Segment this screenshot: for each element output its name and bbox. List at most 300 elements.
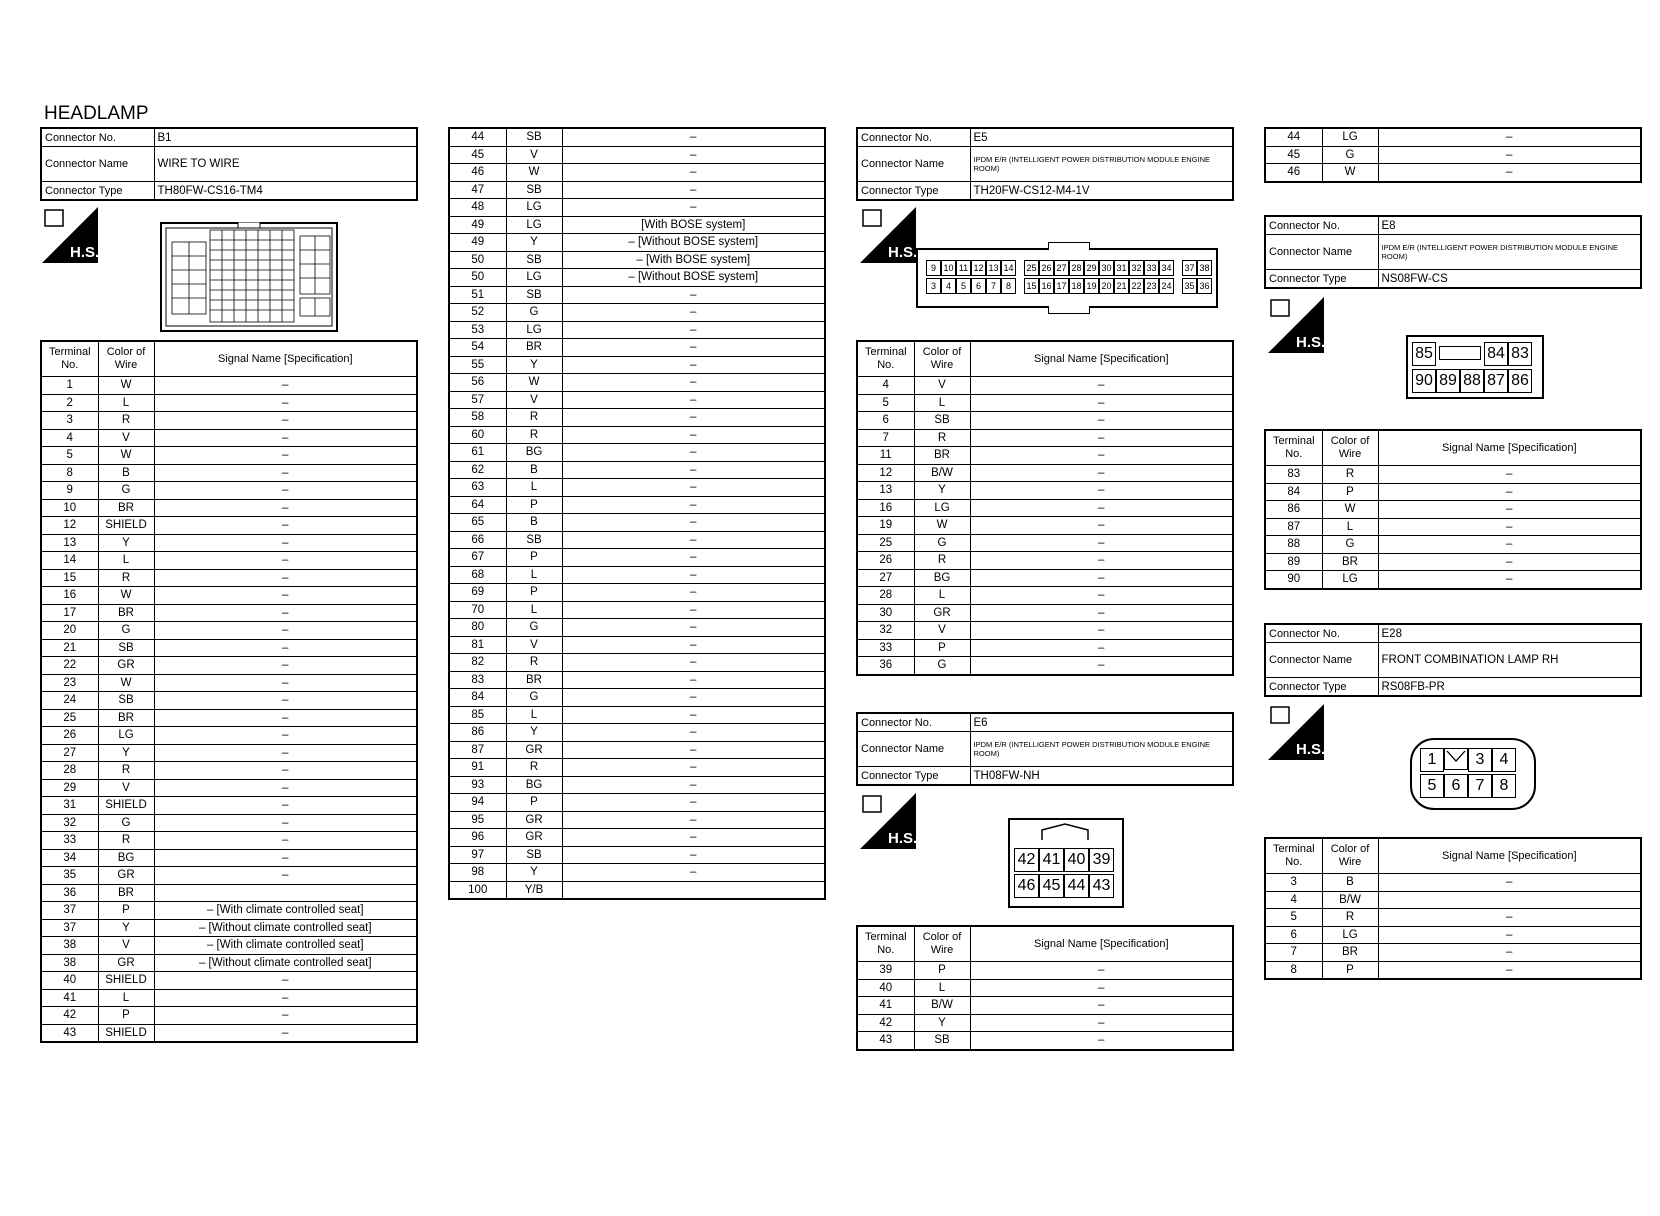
connector-pin: 10 [941,260,956,276]
connector-pin: 39 [1089,848,1114,872]
color-cell: Y [506,234,562,252]
terminal-cell: 85 [449,706,506,724]
terminal-cell: 31 [41,797,98,815]
terminal-cell: 95 [449,811,506,829]
b1-no: B1 [154,128,417,147]
terminal-cell: 26 [41,727,98,745]
color-cell: BR [98,884,154,902]
color-cell: L [506,601,562,619]
color-cell: L [914,587,970,605]
color-cell: G [1322,146,1378,164]
connector-pin: 88 [1460,369,1484,393]
label-connector-name: Connector Name [1265,235,1378,270]
label-connector-type: Connector Type [1265,270,1378,289]
color-cell: W [914,517,970,535]
color-cell: L [914,394,970,412]
signal-cell: – [154,464,417,482]
connector-pin: 28 [1069,260,1084,276]
color-cell: GR [98,867,154,885]
table-row [449,601,825,619]
connector-pin: 42 [1014,848,1039,872]
color-cell: BR [506,671,562,689]
signal-cell [562,881,825,899]
connector-pin: 7 [986,278,1001,294]
color-cell: R [506,654,562,672]
terminal-cell: 65 [449,514,506,532]
signal-cell: – [970,979,1233,997]
terminal-cell: 27 [41,744,98,762]
signal-cell: – [562,794,825,812]
terminal-cell: 84 [449,689,506,707]
terminal-cell: 39 [857,962,914,980]
header-terminal-no: Terminal No. [1265,838,1322,874]
b1-type: TH80FW-CS16-TM4 [154,182,417,201]
terminal-cell: 8 [41,464,98,482]
connector-pin: 19 [1084,278,1099,294]
signal-cell: – [970,604,1233,622]
color-cell: SHIELD [98,1024,154,1042]
table-row [857,552,1233,570]
table-row [449,146,825,164]
terminal-cell: 13 [41,534,98,552]
svg-text:H.S.: H.S. [888,830,916,847]
color-cell: R [1322,909,1378,927]
signal-cell: – [970,622,1233,640]
label-connector-type: Connector Type [41,182,154,201]
color-cell: W [98,674,154,692]
signal-cell: – [154,377,417,395]
e5-connector-diagram [916,248,1218,308]
signal-cell: – [562,584,825,602]
color-cell: G [98,622,154,640]
signal-cell: – [562,479,825,497]
connector-pin: 22 [1129,278,1144,294]
b1-name: WIRE TO WIRE [154,147,417,182]
connector-pin: 46 [1014,874,1039,898]
color-cell: SB [98,639,154,657]
signal-cell: [With BOSE system] [562,216,825,234]
signal-cell: – [970,587,1233,605]
color-cell: G [914,534,970,552]
signal-cell: – [154,622,417,640]
table-row [41,657,417,675]
connector-pin: 4 [941,278,956,294]
terminal-cell: 43 [857,1032,914,1050]
signal-cell: – [562,829,825,847]
terminal-cell: 24 [41,692,98,710]
table-row [857,622,1233,640]
table-row [41,639,417,657]
signal-cell: – [562,864,825,882]
connector-pin: 18 [1069,278,1084,294]
table-row [449,304,825,322]
signal-cell: – [1378,501,1641,519]
signal-cell: – [970,394,1233,412]
e8-name: IPDM E/R (INTELLIGENT POWER DISTRIBUTION MODULE ENGINE ROOM) [1378,235,1641,270]
signal-cell: – [154,429,417,447]
connector-pin: 20 [1099,278,1114,294]
color-cell: GR [506,829,562,847]
terminal-cell: 35 [41,867,98,885]
table-row [449,461,825,479]
color-cell: W [98,587,154,605]
terminal-cell: 8 [1265,961,1322,979]
table-row [1265,518,1641,536]
terminal-cell: 66 [449,531,506,549]
table-row [857,499,1233,517]
signal-cell: – [1378,909,1641,927]
terminal-cell: 34 [41,849,98,867]
e8-no: E8 [1378,216,1641,235]
signal-cell [154,884,417,902]
signal-cell: – [154,534,417,552]
color-cell: W [98,377,154,395]
signal-cell: – [154,762,417,780]
table-row [857,447,1233,465]
table-row [449,199,825,217]
signal-cell: – [562,759,825,777]
signal-cell: – [154,587,417,605]
connector-pin: 13 [986,260,1001,276]
terminal-cell: 32 [857,622,914,640]
signal-cell: – [154,517,417,535]
connector-pin: 89 [1436,369,1460,393]
connector-pin: 35 [1182,278,1197,294]
table-row [41,534,417,552]
harness-side-icon [860,207,916,263]
terminal-cell: 33 [41,832,98,850]
color-cell: G [1322,536,1378,554]
terminal-cell: 83 [449,671,506,689]
connector-pin: 34 [1159,260,1174,276]
table-row [1265,961,1641,979]
e28-pin: 4 [1492,748,1516,772]
label-connector-no: Connector No. [857,713,970,732]
signal-cell: – [562,601,825,619]
color-cell: P [98,902,154,920]
terminal-cell: 16 [857,499,914,517]
color-cell: Y [506,864,562,882]
table-row [41,902,417,920]
signal-cell: – [154,727,417,745]
e5-no: E5 [970,128,1233,147]
header-color-of-wire: Color of Wire [98,341,154,377]
signal-cell: – [970,657,1233,675]
table-row [449,181,825,199]
label-connector-no: Connector No. [1265,216,1378,235]
connector-pin: 30 [1099,260,1114,276]
table-row [449,531,825,549]
color-cell: Y [914,1014,970,1032]
color-cell: L [98,552,154,570]
table-row [449,321,825,339]
table-row [857,604,1233,622]
signal-cell: – [Without climate controlled seat] [154,954,417,972]
e6-type: TH08FW-NH [970,767,1233,786]
connector-pin: 5 [1420,774,1444,798]
table-row [449,566,825,584]
terminal-cell: 21 [41,639,98,657]
color-cell: SHIELD [98,517,154,535]
signal-cell: – [154,569,417,587]
signal-cell: – [562,811,825,829]
label-connector-name: Connector Name [1265,643,1378,678]
harness-side-icon [860,793,916,849]
e6-name: IPDM E/R (INTELLIGENT POWER DISTRIBUTION MODULE ENGINE ROOM) [970,732,1233,767]
table-row [41,972,417,990]
terminal-cell: 4 [857,377,914,395]
color-cell: P [506,496,562,514]
page-title: HEADLAMP [44,103,149,124]
terminal-cell: 44 [1265,128,1322,146]
terminal-cell: 23 [41,674,98,692]
signal-cell: – [With BOSE system] [562,251,825,269]
color-cell: BR [98,604,154,622]
label-connector-name: Connector Name [857,732,970,767]
color-cell: BG [914,569,970,587]
signal-cell: – [562,706,825,724]
signal-cell: – [1378,571,1641,589]
terminal-cell: 11 [857,447,914,465]
table-row [41,569,417,587]
color-cell: G [506,619,562,637]
color-cell: BR [1322,553,1378,571]
signal-cell: – [562,776,825,794]
terminal-cell: 12 [41,517,98,535]
terminal-cell: 15 [41,569,98,587]
terminal-cell: 68 [449,566,506,584]
color-cell: LG [506,321,562,339]
color-cell: BR [98,499,154,517]
table-row [857,639,1233,657]
table-row [1265,164,1641,182]
table-row [41,552,417,570]
signal-cell: – [562,356,825,374]
signal-cell: – [970,412,1233,430]
table-row [41,762,417,780]
table-row [41,604,417,622]
terminal-cell: 6 [1265,926,1322,944]
table-row [449,286,825,304]
signal-cell: – [562,549,825,567]
signal-cell: – [1378,553,1641,571]
table-row [41,814,417,832]
e6-terminal-table-cont [1264,127,1642,183]
color-cell: V [98,937,154,955]
color-cell: L [1322,518,1378,536]
terminal-cell: 12 [857,464,914,482]
table-row [449,671,825,689]
color-cell: BR [1322,944,1378,962]
e28-pin: 3 [1468,748,1492,772]
terminal-cell: 13 [857,482,914,500]
color-cell: R [506,759,562,777]
color-cell: V [98,779,154,797]
table-row [857,517,1233,535]
color-cell: V [914,377,970,395]
table-row [1265,926,1641,944]
label-connector-type: Connector Type [1265,678,1378,697]
color-cell: V [506,636,562,654]
signal-cell: – [562,514,825,532]
table-row [449,776,825,794]
color-cell: R [98,762,154,780]
table-row [449,811,825,829]
terminal-cell: 70 [449,601,506,619]
header-color-of-wire: Color of Wire [1322,430,1378,466]
signal-cell: – [562,339,825,357]
terminal-cell: 48 [449,199,506,217]
signal-cell: – [562,128,825,146]
table-row [449,374,825,392]
table-row [449,759,825,777]
color-cell: BG [506,776,562,794]
color-cell: R [98,412,154,430]
label-connector-no: Connector No. [857,128,970,147]
b1-connector-diagram [160,222,338,337]
connector-pin: 12 [971,260,986,276]
terminal-cell: 86 [1265,501,1322,519]
signal-cell: – [154,832,417,850]
terminal-cell: 44 [449,128,506,146]
signal-cell: – [970,464,1233,482]
e8-pin: 84 [1484,342,1508,366]
color-cell: P [1322,961,1378,979]
terminal-cell: 58 [449,409,506,427]
color-cell: SHIELD [98,797,154,815]
terminal-cell: 47 [449,181,506,199]
table-row [41,692,417,710]
signal-cell: – [562,426,825,444]
table-row [41,517,417,535]
terminal-cell: 5 [1265,909,1322,927]
connector-pin: 43 [1089,874,1114,898]
terminal-cell: 60 [449,426,506,444]
table-row [449,391,825,409]
color-cell: Y/B [506,881,562,899]
harness-side-icon [42,207,98,263]
signal-cell: – [154,499,417,517]
connector-pin: 11 [956,260,971,276]
terminal-cell: 29 [41,779,98,797]
terminal-cell: 89 [1265,553,1322,571]
connector-pin: 86 [1508,369,1532,393]
table-row [449,619,825,637]
b1-terminal-table [40,340,418,1043]
connector-pin: 23 [1144,278,1159,294]
color-cell: SB [506,846,562,864]
e28-no: E28 [1378,624,1641,643]
color-cell: L [506,479,562,497]
svg-text:H.S.: H.S. [1296,334,1324,351]
table-row [41,447,417,465]
table-row [449,689,825,707]
label-connector-name: Connector Name [857,147,970,182]
signal-cell: – [1378,518,1641,536]
color-cell: BR [506,339,562,357]
color-cell: Y [98,534,154,552]
e28-terminal-table [1264,837,1642,980]
terminal-cell: 14 [41,552,98,570]
color-cell: P [98,1007,154,1025]
table-row [41,937,417,955]
signal-cell: – [562,846,825,864]
table-row [449,426,825,444]
color-cell: LG [914,499,970,517]
color-cell: LG [98,727,154,745]
color-cell: L [506,706,562,724]
table-row [857,962,1233,980]
e5-type: TH20FW-CS12-M4-1V [970,182,1233,201]
terminal-cell: 4 [41,429,98,447]
table-row [1265,501,1641,519]
table-row [41,954,417,972]
signal-cell: – [562,199,825,217]
terminal-cell: 9 [41,482,98,500]
header-terminal-no: Terminal No. [857,926,914,962]
signal-cell: – [562,391,825,409]
label-connector-no: Connector No. [41,128,154,147]
color-cell: W [98,447,154,465]
connector-pin: 36 [1197,278,1212,294]
e8-pin: 83 [1508,342,1532,366]
signal-cell: – [970,377,1233,395]
connector-pin: 38 [1197,260,1212,276]
color-cell: L [914,979,970,997]
b1-terminal-table-cont [448,127,826,900]
color-cell: B [506,514,562,532]
signal-cell: – [562,444,825,462]
signal-cell: – [562,689,825,707]
color-cell: G [506,689,562,707]
connector-pin: 90 [1412,369,1436,393]
signal-cell: – [970,482,1233,500]
table-row [1265,146,1641,164]
e5-name: IPDM E/R (INTELLIGENT POWER DISTRIBUTION MODULE ENGINE ROOM) [970,147,1233,182]
header-signal-name: Signal Name [Specification] [1378,430,1641,466]
e8-pin: 85 [1412,342,1436,366]
e6-no: E6 [970,713,1233,732]
signal-cell: – [562,741,825,759]
table-row [857,979,1233,997]
color-cell: LG [1322,128,1378,146]
signal-cell: – [1378,483,1641,501]
svg-text:H.S.: H.S. [70,244,98,261]
color-cell: L [506,566,562,584]
signal-cell: – [With climate controlled seat] [154,937,417,955]
color-cell: B [506,461,562,479]
terminal-cell: 27 [857,569,914,587]
table-row [449,496,825,514]
signal-cell: – [562,671,825,689]
signal-cell: – [154,1024,417,1042]
color-cell: W [1322,164,1378,182]
label-connector-type: Connector Type [857,767,970,786]
signal-cell: – [154,447,417,465]
connector-pin: 25 [1024,260,1039,276]
label-connector-type: Connector Type [857,182,970,201]
terminal-cell: 63 [449,479,506,497]
terminal-cell: 40 [41,972,98,990]
color-cell: Y [506,356,562,374]
table-row [857,569,1233,587]
e28-pin: 1 [1420,748,1444,772]
e8-info [1264,215,1642,289]
table-row [449,444,825,462]
terminal-cell: 67 [449,549,506,567]
table-row [857,657,1233,675]
color-cell: P [1322,483,1378,501]
